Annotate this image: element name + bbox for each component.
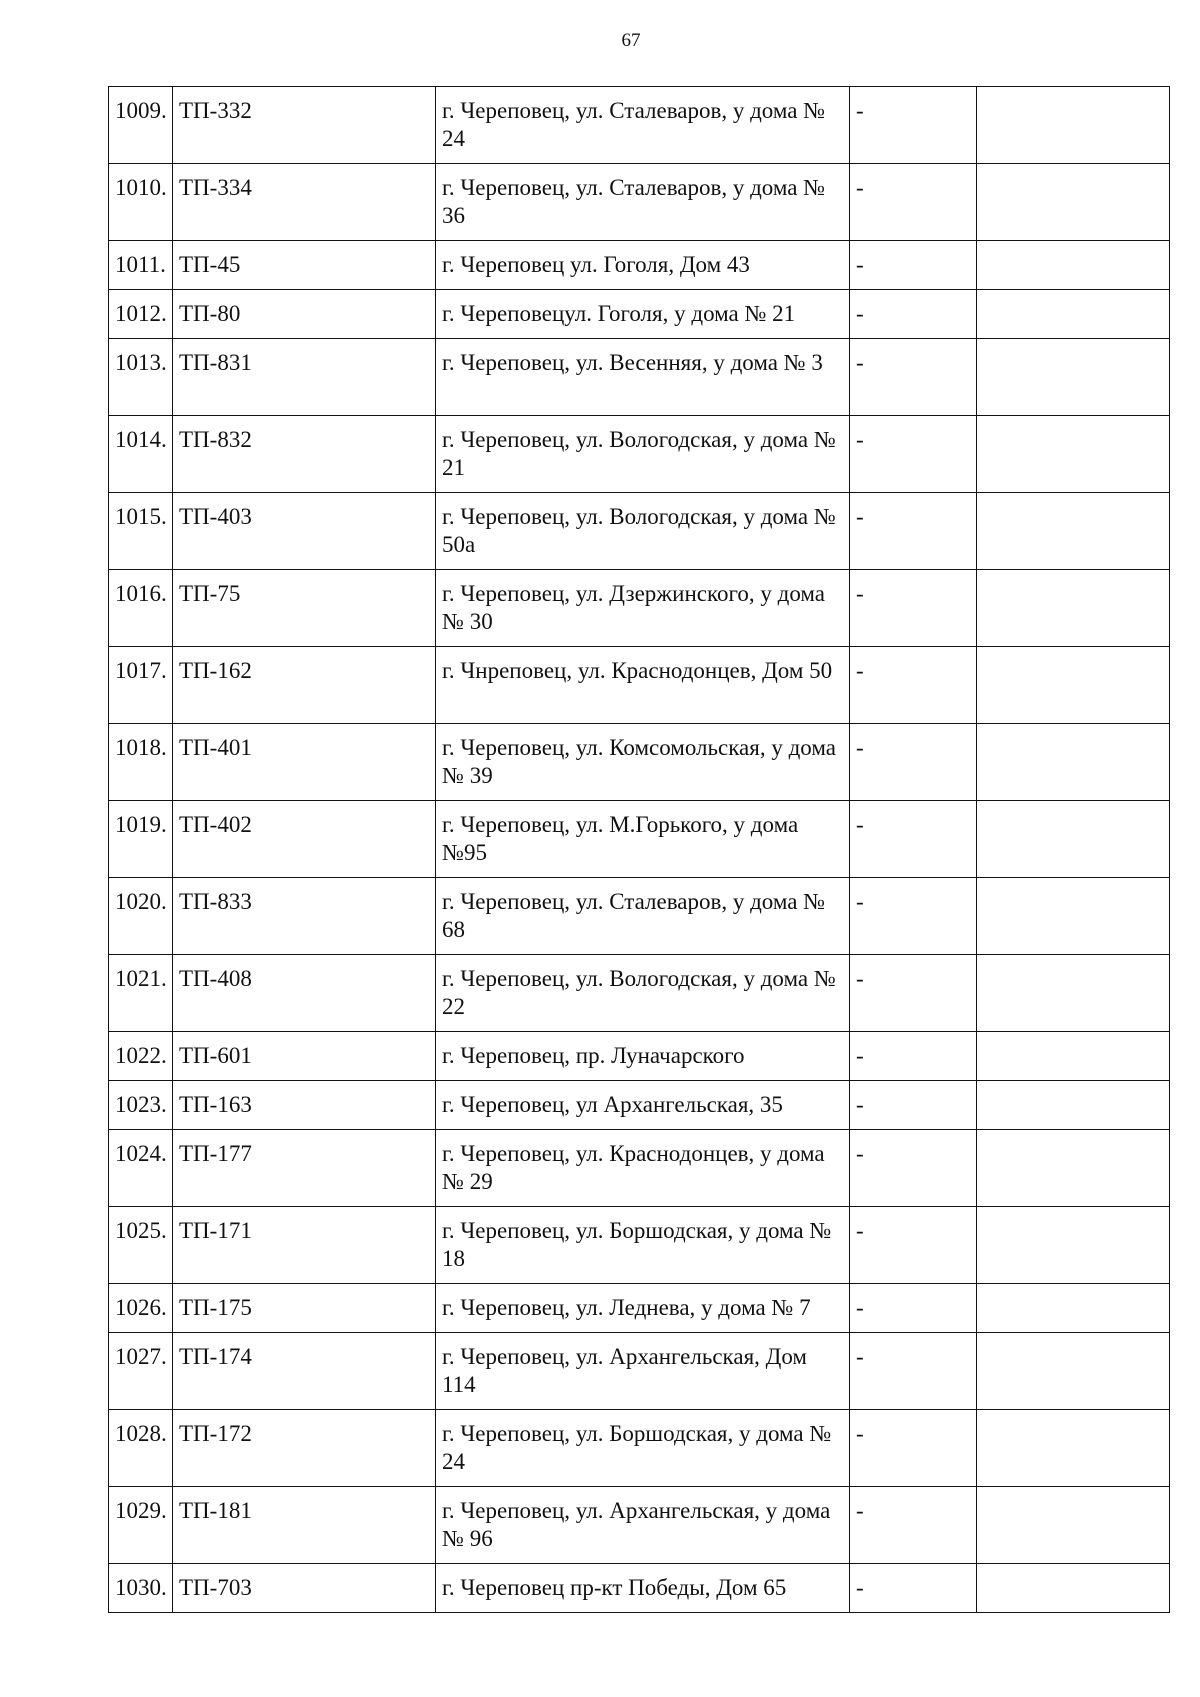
- column-4-cell: -: [850, 955, 977, 1032]
- column-4-cell: -: [850, 1564, 977, 1613]
- column-4-cell: -: [850, 87, 977, 164]
- column-4-cell: -: [850, 570, 977, 647]
- table-row: [109, 724, 1170, 801]
- table-body: [109, 87, 1170, 1613]
- column-5-cell: [977, 724, 1170, 801]
- column-5-cell: [977, 878, 1170, 955]
- substation-code-cell: ТП-401: [173, 724, 436, 801]
- column-4-cell: -: [850, 1032, 977, 1081]
- column-5-cell: [977, 1130, 1170, 1207]
- column-5-cell: [977, 955, 1170, 1032]
- table-row: [109, 164, 1170, 241]
- table-row: [109, 290, 1170, 339]
- column-5-cell: [977, 164, 1170, 241]
- address-cell: г. Череповец, ул. Архангельская, у дома № 96: [436, 1487, 850, 1564]
- row-number-cell: 1024.: [109, 1130, 173, 1207]
- table-row: [109, 647, 1170, 724]
- column-5-cell: [977, 416, 1170, 493]
- address-cell: г. Череповец, ул. Сталеваров, у дома № 36: [436, 164, 850, 241]
- column-4-cell: -: [850, 801, 977, 878]
- row-number-cell: 1021.: [109, 955, 173, 1032]
- row-number-cell: 1030.: [109, 1564, 173, 1613]
- column-4-cell: -: [850, 1410, 977, 1487]
- address-cell: г. Череповец, ул. Краснодонцев, у дома № 29: [436, 1130, 850, 1207]
- column-4-cell: -: [850, 1130, 977, 1207]
- column-4-cell: -: [850, 1333, 977, 1410]
- row-number-cell: 1029.: [109, 1487, 173, 1564]
- substation-code-cell: ТП-45: [173, 241, 436, 290]
- row-number-cell: 1016.: [109, 570, 173, 647]
- column-5-cell: [977, 1410, 1170, 1487]
- column-4-cell: -: [850, 1081, 977, 1130]
- row-number-cell: 1015.: [109, 493, 173, 570]
- table-row: [109, 493, 1170, 570]
- substation-code-cell: ТП-831: [173, 339, 436, 416]
- column-4-cell: -: [850, 1284, 977, 1333]
- column-4-cell: -: [850, 290, 977, 339]
- substation-code-cell: ТП-408: [173, 955, 436, 1032]
- column-4-cell: -: [850, 493, 977, 570]
- column-4-cell: -: [850, 878, 977, 955]
- column-5-cell: [977, 647, 1170, 724]
- substation-table: [108, 86, 1170, 1613]
- table-row: [109, 1487, 1170, 1564]
- table-row: [109, 416, 1170, 493]
- page-number: 67: [621, 30, 641, 51]
- address-cell: г. Череповец, ул. Вологодская, у дома № 21: [436, 416, 850, 493]
- column-5-cell: [977, 1564, 1170, 1613]
- column-5-cell: [977, 1032, 1170, 1081]
- table-row: [109, 1130, 1170, 1207]
- column-5-cell: [977, 570, 1170, 647]
- column-4-cell: -: [850, 647, 977, 724]
- table-row: [109, 801, 1170, 878]
- row-number-cell: 1017.: [109, 647, 173, 724]
- address-cell: г. Череповец, ул. Комсомольская, у дома № 39: [436, 724, 850, 801]
- column-5-cell: [977, 1487, 1170, 1564]
- substation-code-cell: ТП-832: [173, 416, 436, 493]
- table-row: [109, 241, 1170, 290]
- table-row: [109, 1284, 1170, 1333]
- address-cell: г. Череповец, ул. Весенняя, у дома № 3: [436, 339, 850, 416]
- substation-code-cell: ТП-172: [173, 1410, 436, 1487]
- substation-code-cell: ТП-171: [173, 1207, 436, 1284]
- substation-code-cell: ТП-162: [173, 647, 436, 724]
- row-number-cell: 1013.: [109, 339, 173, 416]
- table-row: [109, 1333, 1170, 1410]
- address-cell: г. Череповец, ул. Боршодская, у дома № 18: [436, 1207, 850, 1284]
- column-4-cell: -: [850, 241, 977, 290]
- substation-code-cell: ТП-833: [173, 878, 436, 955]
- column-5-cell: [977, 801, 1170, 878]
- table-row: [109, 1564, 1170, 1613]
- table-row: [109, 1032, 1170, 1081]
- table-row: [109, 87, 1170, 164]
- row-number-cell: 1028.: [109, 1410, 173, 1487]
- address-cell: г. Череповецул. Гоголя, у дома № 21: [436, 290, 850, 339]
- address-cell: г. Чнреповец, ул. Краснодонцев, Дом 50: [436, 647, 850, 724]
- address-cell: г. Череповец ул. Гоголя, Дом 43: [436, 241, 850, 290]
- row-number-cell: 1020.: [109, 878, 173, 955]
- table-row: [109, 1081, 1170, 1130]
- address-cell: г. Череповец, ул. Леднева, у дома № 7: [436, 1284, 850, 1333]
- substation-code-cell: ТП-175: [173, 1284, 436, 1333]
- address-cell: г. Череповец, ул. Архангельская, Дом 114: [436, 1333, 850, 1410]
- substation-code-cell: ТП-334: [173, 164, 436, 241]
- substation-code-cell: ТП-402: [173, 801, 436, 878]
- address-cell: г. Череповец пр-кт Победы, Дом 65: [436, 1564, 850, 1613]
- substation-code-cell: ТП-601: [173, 1032, 436, 1081]
- row-number-cell: 1014.: [109, 416, 173, 493]
- address-cell: г. Череповец, ул. Вологодская, у дома № 22: [436, 955, 850, 1032]
- address-cell: г. Череповец, ул. М.Горького, у дома №95: [436, 801, 850, 878]
- row-number-cell: 1018.: [109, 724, 173, 801]
- row-number-cell: 1011.: [109, 241, 173, 290]
- address-cell: г. Череповец, ул Архангельская, 35: [436, 1081, 850, 1130]
- row-number-cell: 1027.: [109, 1333, 173, 1410]
- column-5-cell: [977, 493, 1170, 570]
- row-number-cell: 1026.: [109, 1284, 173, 1333]
- column-5-cell: [977, 1284, 1170, 1333]
- column-5-cell: [977, 87, 1170, 164]
- column-5-cell: [977, 1333, 1170, 1410]
- table-row: [109, 1410, 1170, 1487]
- row-number-cell: 1010.: [109, 164, 173, 241]
- address-cell: г. Череповец, пр. Луначарского: [436, 1032, 850, 1081]
- column-5-cell: [977, 1207, 1170, 1284]
- substation-code-cell: ТП-181: [173, 1487, 436, 1564]
- row-number-cell: 1009.: [109, 87, 173, 164]
- column-4-cell: -: [850, 416, 977, 493]
- table-row: [109, 878, 1170, 955]
- substation-code-cell: ТП-163: [173, 1081, 436, 1130]
- column-5-cell: [977, 290, 1170, 339]
- row-number-cell: 1022.: [109, 1032, 173, 1081]
- column-5-cell: [977, 1081, 1170, 1130]
- column-4-cell: -: [850, 1207, 977, 1284]
- substation-code-cell: ТП-80: [173, 290, 436, 339]
- row-number-cell: 1012.: [109, 290, 173, 339]
- address-cell: г. Череповец, ул. Боршодская, у дома № 24: [436, 1410, 850, 1487]
- address-cell: г. Череповец, ул. Вологодская, у дома № 50а: [436, 493, 850, 570]
- column-4-cell: -: [850, 1487, 977, 1564]
- substation-code-cell: ТП-403: [173, 493, 436, 570]
- address-cell: г. Череповец, ул. Сталеваров, у дома № 68: [436, 878, 850, 955]
- address-cell: г. Череповец, ул. Сталеваров, у дома № 24: [436, 87, 850, 164]
- substation-code-cell: ТП-177: [173, 1130, 436, 1207]
- substation-code-cell: ТП-332: [173, 87, 436, 164]
- column-5-cell: [977, 339, 1170, 416]
- row-number-cell: 1019.: [109, 801, 173, 878]
- column-4-cell: -: [850, 164, 977, 241]
- row-number-cell: 1025.: [109, 1207, 173, 1284]
- substation-code-cell: ТП-75: [173, 570, 436, 647]
- column-4-cell: -: [850, 724, 977, 801]
- address-cell: г. Череповец, ул. Дзержинского, у дома № 30: [436, 570, 850, 647]
- column-4-cell: -: [850, 339, 977, 416]
- table-row: [109, 339, 1170, 416]
- row-number-cell: 1023.: [109, 1081, 173, 1130]
- table-row: [109, 955, 1170, 1032]
- substation-code-cell: ТП-703: [173, 1564, 436, 1613]
- substation-code-cell: ТП-174: [173, 1333, 436, 1410]
- table-row: [109, 1207, 1170, 1284]
- table-row: [109, 570, 1170, 647]
- column-5-cell: [977, 241, 1170, 290]
